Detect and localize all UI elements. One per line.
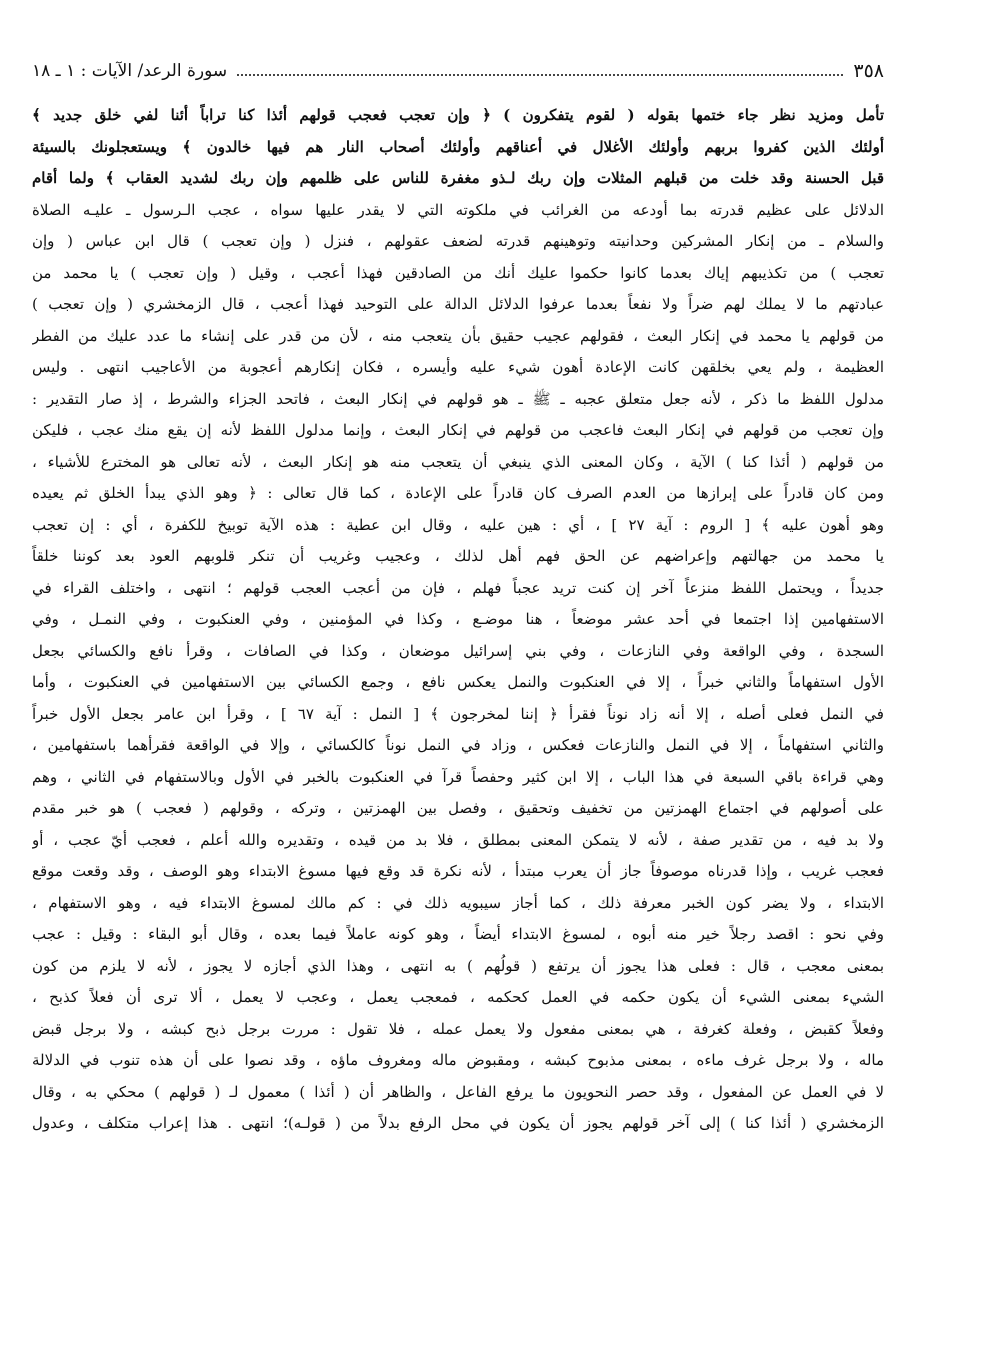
text-line: الاستفهامين إذا اجتمعا في أحد عشر موضعاً ، هنا موضـع ، وكذا في المؤمنين ، وفي العنكبوت ، وفي النمـل ، وفي bbox=[32, 610, 884, 628]
page-header bbox=[32, 58, 884, 84]
text-line: السجدة ، وفي الواقعة وفي النازعات ، وفي بني إسرائيل موضعان ، وكذا في الصافات ، وقرأ نافع والكسائي بجعل bbox=[32, 641, 884, 660]
text-line: فعجب غريب ، وإذا قدرناه موصوفاً جاز أن يعرب مبتدأ ، لأنه نكرة قد وقع فيها مسوغ الابتداء وهو الوصف ، وقد وقعت موقع bbox=[32, 862, 884, 880]
text-line: مدلول اللفظ ما ذكر ، لأنه جعل متعلق عجبه ـ ﷺ ـ هو قولهم في إنكار البعث ، فاتحد الجزاء والشرط ، إذ صار التقدير : bbox=[32, 389, 884, 408]
text-line: الأول استفهاماً والثاني خبراً ، إلا في العنكبوت والنمل يعكس نافع ، وجمع الكسائي بين الاستفهامين في العنكبوت ، وأما bbox=[32, 673, 884, 691]
text-line: أولئك الذين كفروا بربهم وأولئك الأغلال في أعناقهم وأولئك أصحاب النار هم فيها خالدون ﴾ ويستعجلونك بالسيئة bbox=[32, 137, 884, 156]
text-line: عبادتهم ما لا يملك لهم ضراً ولا نفعاً بعدما عرفوا الدلائل الدالة على التوحيد فهذا أعجب ، قال الزمخشري ( وإن تعجب ) bbox=[32, 295, 884, 313]
text-line: يا محمد من جهالتهم وإعراضهم عن الحق فهم أهل لذلك ، وعجيب وغريب أن تنكر قلوبهم العود بعد كوننا خلقاً bbox=[32, 547, 884, 565]
text-line: في النمل فعلى أصله ، إلا أنه زاد نوناً فقرأ ﴿ إننا لمخرجون ﴾ [ النمل : آية ٦٧ ] ، وقرأ ابن عامر بجعل الأول خبراً bbox=[32, 704, 884, 723]
text-line: تأمل ومزيد نظر جاء ختمها بقوله ( لقوم يتفكرون ) ﴿ وإن تعجب فعجب قولهم أئذا كنا تراباً أئنا لفي خلق جديد ﴾ bbox=[32, 106, 884, 124]
text-line: بمعنى معجب ، قال : فعلى هذا يجوز أن يرتفع ( قولُهم ) به انتهى ، وهذا الذي أجازه لا يجوز ، لأنه لا يلزم من كون bbox=[32, 956, 884, 975]
text-line: من قولهم ( أئذا كنا ) الآية ، وكان المعنى الذي ينبغي أن يتعجب منه هو إنكار البعث ، لأنه تعالى هو المخترع للأشياء ، bbox=[32, 452, 884, 471]
text-line: وهو أهون عليه ﴾ [ الروم : آية ٢٧ ] ، أي : هين عليه ، وقال ابن عطية : هذه الآية توبيخ للكفرة ، أي : إن تعجب bbox=[32, 515, 884, 534]
text-line: العظيمة ، ولم يعي بخلقهن كانت الإعادة أهون شيء عليه وأيسره ، فكان إنكارهم أعجوبة من الأعاجيب انتهى . وليس bbox=[32, 358, 884, 376]
text-line: الابتداء ، ولا يضر كون الخبر معرفة ذلك ، كما أجاز سيبويه ذلك في : كم مالك لمسوغ الابتداء فيه ، وهو الاستفهام ، bbox=[32, 893, 884, 912]
text-line: من قولهم يا محمد في إنكار البعث ، فقولهم عجيب حقيق بأن يتعجب منه ، لأن من قدر على إنشاء ما عدد عليك من الفطر bbox=[32, 326, 884, 345]
text-line: الشيء بمعنى الشيء أن يكون حكمه في العمل كحكمه ، فمعجب يعمل ، وعجب لا يعمل ، ألا ترى أن فعلاً كذبح ، bbox=[32, 988, 884, 1006]
text-line: والسلام ـ من إنكار المشركين وحدانيته وتوهينهم قدرته لضعف عقولهم ، فنزل ( وإن تعجب ) قال ابن عباس ( وإن bbox=[32, 232, 884, 250]
text-line: ماله ، ولا برجل غرف ماءه ، بمعنى مذبوح كبشه ، ومقبوض ماله ومغروف ماؤه ، وقد نصوا على أن هذه تنوب في الدلالة bbox=[32, 1051, 884, 1069]
text-line: ومن كان قادراً على إبرازها من العدم الصرف كان قادراً على الإعادة ، كما قال تعالى : ﴿ وهو الذي يبدأ الخلق ثم يعيده bbox=[32, 484, 884, 502]
text-line: الدلائل على عظيم قدرته بما أودعه من الغرائب في ملكوته التي لا يقدر عليها سواه ، عجب الـرسول ـ عليـه الصلاة bbox=[32, 200, 884, 219]
text-line: وهي قراءة باقي السبعة في هذا الباب ، إلا ابن كثير وحفصاً قرآ في العنكبوت بالخبر في الأول وبالاستفهام في الثاني ، وهم bbox=[32, 767, 884, 786]
text-line: ولا بد فيه ، من تقدير صفة ، لأنه لا يتمكن المعنى بمطلق ، فلا بد من قيده ، وتقديره والله أعلم ، فعجب أيّ عجب ، أو bbox=[32, 830, 884, 849]
running-title: سورة الرعد/ الآيات : ١ ـ ١٨ bbox=[32, 61, 228, 81]
header-dotted-leader bbox=[237, 74, 843, 76]
text-line: الزمخشري ( أئذا كنا ) إلى آخر قولهم يجوز أن يكون في محل الرفع بدلاً من ( قولـه)؛ انتهى . هذا إعراب متكلف ، وعدول bbox=[32, 1114, 884, 1132]
text-line: وفعلاً كقبض ، وفعلة كغرفة ، هي بمعنى مفعول ولا يعمل عمله ، فلا تقول : مررت برجل ذبح كبشه ، ولا برجل قبض bbox=[32, 1019, 884, 1038]
text-line: والثاني استفهاماً ، إلا في النمل والنازعات فعكس ، وزاد في النمل نوناً كالكسائي ، وإلا في الواقعة فقرأهما باستفهامين ، bbox=[32, 736, 884, 754]
text-line: تعجب ) من تكذيبهم إياك بعدما كانوا حكموا عليك أنك من الصادقين فهذا أعجب ، وقيل ( وإن تعجب ) يا محمد من bbox=[32, 263, 884, 282]
text-line: لا في العمل عن المفعول ، وقد حصر النحويون ما يرفع الفاعل ، والظاهر أن ( أئذا ) معمول لـ ( قولهم ) محكي به ، وقال bbox=[32, 1082, 884, 1101]
text-line: وفي نحو : اقصد رجلاً خير منه أبوه ، لمسوغ الابتداء أيضاً ، وهو كونه عاملاً فيما بعده ، وقال أبو البقاء : وقيل : عجب bbox=[32, 925, 884, 943]
text-line: جديداً ، ويحتمل اللفظ منزعاً آخر إن كنت تريد عجباً فهلم ، فإن من أعجب العجب قولهم ؛ انتهى ، واختلف القراء في bbox=[32, 578, 884, 597]
text-line: وإن تعجب من قولهم في إنكار البعث فاعجب من قولهم في إنكار البعث ، وإنما مدلول اللفظ لأنه إن يقع منك عجب ، فليكن bbox=[32, 421, 884, 439]
page-number: ٣٥٨ bbox=[853, 60, 884, 82]
text-body bbox=[32, 100, 884, 1140]
text-line: على أصولهم في اجتماع الهمزتين من تخفيف وتحقيق ، وفصل بين الهمزتين ، وتركه ، وقولهم ( فعجب ) هو خبر مقدم bbox=[32, 799, 884, 817]
text-line: قبل الحسنة وقد خلت من قبلهم المثلات وإن ربك لـذو مغفرة للناس على ظلمهم وإن ربك لشديد العقاب ﴾ ولما أقام bbox=[32, 169, 884, 187]
